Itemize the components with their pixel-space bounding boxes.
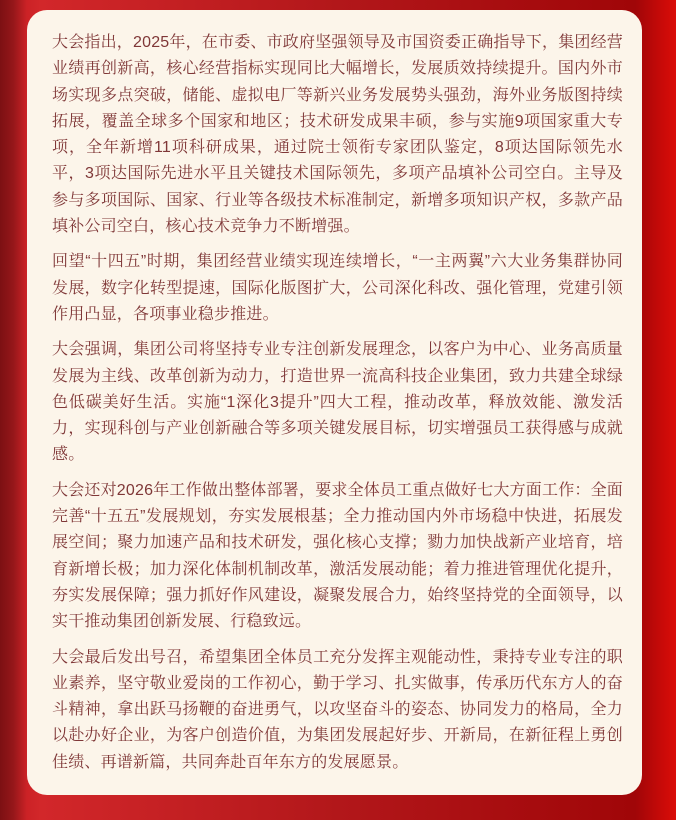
article-paragraph: 大会强调，集团公司将坚持专业专注创新发展理念，以客户为中心、业务高质量发展为主线、改革创新为动力，打造世界一流高科技企业集团，致力共建全球绿色低碳美好生活。实施“1深化3提升”四大工程，推动改革，释放效能、激发活力，实现科创与产业创新融合等多项关键发展目标，切实增强员工获得感与成就感。 bbox=[52, 341, 623, 464]
article-card bbox=[27, 10, 642, 795]
article-paragraph: 回望“十四五”时期，集团经营业绩实现连续增长，“一主两翼”六大业务集群协同发展，数字化转型提速，国际化版图扩大，公司深化科改、强化管理，党建引领作用凸显，各项事业稳步推进。 bbox=[52, 253, 623, 323]
article-paragraph: 大会还对2026年工作做出整体部署，要求全体员工重点做好七大方面工作：全面完善“十五五”发展规划，夯实发展根基；全力推动国内外市场稳中快进，拓展发展空间；聚力加速产品和技术研发，强化核心支撑；勠力加快战新产业培育，培育新增长极；加力深化体制机制改革，激活发展动能；着力推进管理优化提升，夯实发展保障；强力抓好作风建设，凝聚发展合力，始终坚持党的全面领导，以实干推动集团创新发展、行稳致远。 bbox=[52, 481, 623, 631]
article-paragraph: 大会最后发出号召，希望集团全体员工充分发挥主观能动性，秉持专业专注的职业素养，坚守敬业爱岗的工作初心，勤于学习、扎实做事，传承历代东方人的奋斗精神，拿出跃马扬鞭的奋进勇气，以攻坚奋斗的姿态、协同发力的格局，全力以赴办好企业，为客户创造价值，为集团发展起好步、开新局，在新征程上勇创佳绩、再谱新篇，共同奔赴百年东方的发展愿景。 bbox=[52, 648, 623, 771]
article-paragraph: 大会指出，2025年，在市委、市政府坚强领导及市国资委正确指导下，集团经营业绩再创新高，核心经营指标实现同比大幅增长，发展质效持续提升。国内外市场实现多点突破，储能、虚拟电厂等新兴业务发展势头强劲，海外业务版图持续拓展，覆盖全球多个国家和地区；技术研发成果丰硕，参与实施9项国家重大专项，全年新增11项科研成果，通过院士领衔专家团队鉴定，8项达国际领先水平，3项达国际先进水平且关键技术国际领先，多项产品填补公司空白。主导及参与多项国际、国家、行业等各级技术标准制定，新增多项知识产权，多款产品填补公司空白，核心技术竞争力不断增强。 bbox=[52, 34, 623, 236]
